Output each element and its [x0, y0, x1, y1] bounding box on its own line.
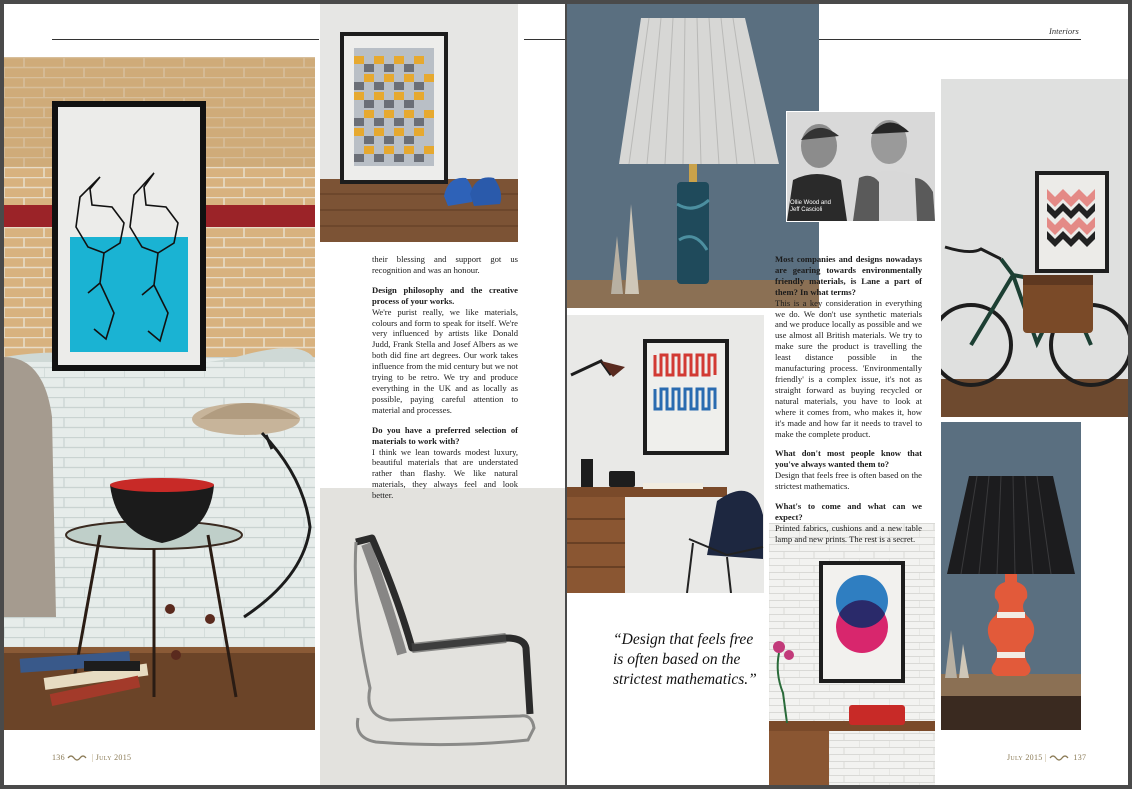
issue-date: July 2015	[1007, 753, 1043, 762]
desk-print-scene	[567, 315, 764, 593]
pull-quote: “Design that feels free is often based on the strictest mathematics.”	[613, 631, 757, 688]
photo-cube-print-shoes	[320, 4, 518, 242]
issue-date: July 2015	[95, 753, 132, 762]
header-rule	[52, 39, 319, 40]
interview-answer: This is a key consideration in everything we do. We don't use synthetic materials and we produce locally as possible and we use almost all British materials. We try to make sure the product is travelling the least distance possible in the manufacturing process. 'Environmentally friendly' is a complex issue, it's not as straight forward as buying recycled or natural materials, you have to look at where it comes from, who makes it, how it's made and how far it needs to travel to make the complete product.	[775, 297, 922, 439]
photo-circles-print	[769, 523, 935, 785]
right-body-text	[775, 254, 922, 554]
brick-wall-scene	[4, 57, 315, 730]
interview-answer: Design that feels free is often based on the strictest mathematics.	[775, 470, 922, 492]
bicycle-scene	[941, 79, 1128, 417]
photo-desk-print	[567, 315, 764, 593]
right-page	[567, 4, 1128, 785]
photo-brick-wall-interior	[4, 57, 315, 730]
ornament-icon	[1049, 754, 1071, 762]
left-folio: 136 | July 2015	[52, 753, 132, 762]
cube-print-scene	[320, 4, 518, 242]
portrait-caption: Ollie Wood and Jeff Cascioli	[790, 200, 831, 213]
interview-answer: We're purist really, we like materials, colours and form to speak for itself. We're very influenced by artists like Donald Judd, Frank Stella and Josef Albers as we both did fine art degrees. Our work takes influence from the mid century but we not trying to be retro. We try and produce everything in the UK and as locally as possible, paying careful attention to material and processes.	[372, 306, 518, 415]
photo-designer-portrait	[786, 111, 936, 222]
qa-block	[775, 448, 922, 492]
qa-block	[775, 501, 922, 545]
qa-block	[372, 285, 518, 416]
header-rule	[819, 39, 1081, 40]
photo-bicycle-print	[941, 79, 1128, 417]
interview-question: Most companies and designs nowadays are gearing towards environmentally friendly materials, is Lane a part of them? In what terms?	[775, 254, 922, 297]
steel-chair-scene	[320, 488, 565, 785]
lead-paragraph: their blessing and support got us recognition and was an honour.	[372, 254, 518, 275]
page-number: 137	[1073, 753, 1087, 762]
interview-answer: Printed fabrics, cushions and a new table lamp and new prints. The rest is a secret.	[775, 522, 922, 544]
header-rule	[524, 39, 565, 40]
page-number: 136	[52, 753, 65, 762]
qa-block	[775, 254, 922, 439]
section-label: Interiors	[1049, 26, 1079, 36]
interview-answer: I think we lean towards modest luxury, beautiful materials that are understated rather than flashy. We like natural materials, they always feel and look better.	[372, 446, 518, 501]
circles-print-scene	[769, 523, 935, 785]
interview-question: Design philosophy and the creative process of your works.	[372, 284, 518, 306]
left-page	[4, 4, 565, 785]
interview-question: What's to come and what can we expect?	[775, 501, 922, 522]
qa-block	[372, 425, 518, 501]
photo-steel-chair	[320, 488, 565, 785]
interview-question: Do you have a preferred selection of materials to work with?	[372, 424, 518, 446]
left-body-text	[372, 254, 518, 510]
right-folio: July 2015 | 137	[1007, 753, 1087, 762]
ornament-icon	[67, 754, 89, 762]
interview-question: What don't most people know that you've always wanted them to?	[775, 448, 922, 470]
photo-pleated-lamp-black	[941, 422, 1081, 730]
black-lamp-scene	[941, 422, 1081, 730]
